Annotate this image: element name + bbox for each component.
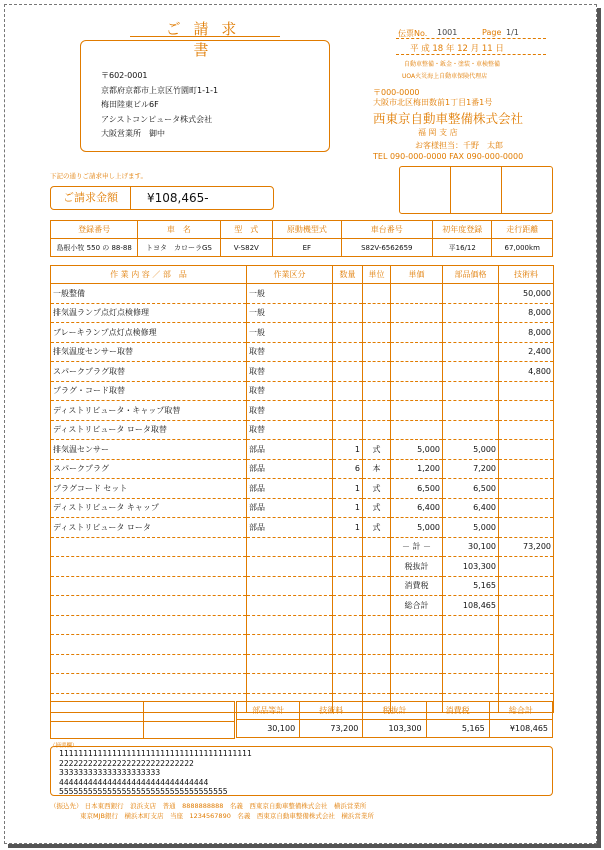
stamp-boxes (399, 166, 553, 214)
items-header-cell: 部品価格 (443, 266, 499, 284)
memo-line: 1111111111111111111111111111111111111111 (59, 749, 252, 758)
item-cell (499, 479, 554, 499)
table-row (51, 479, 554, 499)
item-cell (333, 303, 363, 323)
memo-label: （摘要欄） (50, 743, 78, 749)
invoice-title: ご 請 求 書 (165, 20, 241, 59)
item-cell (391, 635, 443, 655)
items-table (50, 265, 554, 713)
item-cell: 取替 (247, 401, 333, 421)
item-cell: ディストリビュータ ロータ取替 (51, 420, 247, 440)
item-cell (333, 576, 363, 596)
item-cell (443, 342, 499, 362)
summary-value-cell: 5,165 (426, 720, 489, 738)
item-cell: 5,000 (443, 518, 499, 538)
item-cell (499, 440, 554, 460)
item-cell: ディストリビュータ キャップ (51, 498, 247, 518)
item-cell (363, 303, 391, 323)
item-cell (363, 401, 391, 421)
summary-value-cell: 103,300 (363, 720, 426, 738)
bank-line-1 (50, 801, 366, 810)
item-cell (499, 654, 554, 674)
slip-no-label: 伝票No. (398, 29, 428, 38)
item-cell: 本 (363, 459, 391, 479)
vehicle-header-cell: 走行距離 (492, 221, 553, 239)
table-row (51, 635, 554, 655)
item-cell: スパークプラグ (51, 459, 247, 479)
item-cell: 4,800 (499, 362, 554, 382)
header-divider-1 (396, 38, 546, 39)
summary-value-cell: 30,100 (237, 720, 300, 738)
summary-header-row (237, 702, 553, 720)
summary-header-cell: 総合計 (489, 702, 552, 720)
business-line-1: 自動車整備・鈑金・塗装・車検整備 (404, 61, 501, 68)
item-cell (363, 362, 391, 382)
table-row (51, 498, 554, 518)
vehicle-value-cell: 67,000km (492, 239, 553, 257)
item-cell: 取替 (247, 381, 333, 401)
item-cell: 1,200 (391, 459, 443, 479)
customer-address-box (80, 40, 330, 152)
item-cell (333, 362, 363, 382)
table-row (51, 518, 554, 538)
item-cell: 1 (333, 518, 363, 538)
item-cell (443, 420, 499, 440)
item-cell: 部品 (247, 440, 333, 460)
summary-table (236, 701, 553, 738)
vehicle-value-cell: EF (273, 239, 342, 257)
item-cell: 取替 (247, 342, 333, 362)
item-cell: 5,000 (391, 518, 443, 538)
item-cell (443, 284, 499, 304)
summary-header-cell: 部品等計 (237, 702, 300, 720)
table-row (51, 557, 554, 577)
item-cell (443, 615, 499, 635)
item-cell: 部品 (247, 518, 333, 538)
item-cell (499, 674, 554, 694)
item-cell: 103,300 (443, 557, 499, 577)
table-row (51, 654, 554, 674)
item-cell: 1 (333, 440, 363, 460)
company-address: 大阪市北区梅田数前1丁目1番1号 (373, 98, 493, 107)
item-cell: 1 (333, 479, 363, 499)
items-header-cell: 作 業 内 容 ／ 部 品 (51, 266, 247, 284)
table-row (51, 420, 554, 440)
items-header-row (51, 266, 554, 284)
item-cell: － 計 － (391, 537, 443, 557)
item-cell (499, 459, 554, 479)
table-row (51, 342, 554, 362)
summary-header-cell: 技術料 (300, 702, 363, 720)
item-cell (499, 635, 554, 655)
memo-line: 55555555555555555555555555555555555 (59, 787, 228, 796)
table-row (51, 284, 554, 304)
item-cell: 5,000 (443, 440, 499, 460)
stamp-box-1 (400, 167, 451, 213)
item-cell (51, 557, 247, 577)
total-amount-label: ご請求金額 (51, 187, 131, 209)
page-number: 1/1 (506, 28, 519, 37)
vehicle-value-row (51, 239, 553, 257)
customer-postal: 〒602-0001 (101, 71, 148, 80)
item-cell: プラグ・コード取替 (51, 381, 247, 401)
item-cell (333, 635, 363, 655)
item-cell (499, 498, 554, 518)
table-row (51, 596, 554, 616)
item-cell (363, 654, 391, 674)
table-row (51, 381, 554, 401)
item-cell (51, 576, 247, 596)
item-cell (443, 401, 499, 421)
slip-no: 1001 (437, 28, 458, 37)
vehicle-header-cell: 車台番号 (341, 221, 432, 239)
item-cell: 取替 (247, 420, 333, 440)
item-cell: 108,465 (443, 596, 499, 616)
memo-line: 333333333333333333333 (59, 768, 161, 777)
item-cell: 6,500 (391, 479, 443, 499)
table-row (51, 615, 554, 635)
table-row (51, 440, 554, 460)
vehicle-table (50, 220, 553, 257)
item-cell: 6,400 (391, 498, 443, 518)
item-cell (391, 303, 443, 323)
item-cell (51, 654, 247, 674)
item-cell (363, 381, 391, 401)
item-cell: 6,400 (443, 498, 499, 518)
item-cell: 式 (363, 498, 391, 518)
summary-header-cell: 税抜計 (363, 702, 426, 720)
vehicle-header-row (51, 221, 553, 239)
vehicle-header-cell: 型 式 (220, 221, 273, 239)
memo-line: 4444444444444444444444444444444 (59, 777, 209, 787)
summary-value-row (237, 720, 553, 738)
item-cell: 73,200 (499, 537, 554, 557)
item-cell: 税抜計 (391, 557, 443, 577)
item-cell: 排気温センサー (51, 440, 247, 460)
item-cell: 式 (363, 518, 391, 538)
vehicle-value-cell: 平16/12 (433, 239, 492, 257)
item-cell (443, 381, 499, 401)
item-cell (391, 420, 443, 440)
item-cell (443, 674, 499, 694)
item-cell: 排気温度センサー取替 (51, 342, 247, 362)
table-row (51, 323, 554, 343)
item-cell: 一般整備 (51, 284, 247, 304)
summary-value-cell: ¥108,465 (489, 720, 552, 738)
item-cell (51, 537, 247, 557)
table-row (51, 537, 554, 557)
item-cell (391, 362, 443, 382)
item-cell (499, 518, 554, 538)
table-row (51, 674, 554, 694)
item-cell: プラグコード セット (51, 479, 247, 499)
memo-line: 2222222222222222222222222222 (59, 758, 194, 768)
customer-address: 京都府京都市上京区竹園町1-1-1 (101, 85, 219, 95)
item-cell (247, 635, 333, 655)
item-cell (363, 635, 391, 655)
item-cell (499, 557, 554, 577)
item-cell: 1 (333, 498, 363, 518)
item-cell (363, 615, 391, 635)
table-row (51, 576, 554, 596)
item-cell: ディストリビュータ ロータ (51, 518, 247, 538)
vehicle-value-cell: トヨタ カローラGS (138, 239, 220, 257)
total-amount-value: ¥108,465- (147, 191, 209, 205)
title-underline (130, 36, 280, 37)
page-label: Page (482, 28, 502, 37)
invoice-note: 下記の通りご請求申し上げます。 (50, 172, 147, 180)
item-cell (333, 342, 363, 362)
item-cell (51, 674, 247, 694)
item-cell (363, 323, 391, 343)
items-header-cell: 数量 (333, 266, 363, 284)
item-cell (333, 381, 363, 401)
item-cell (391, 401, 443, 421)
item-cell (391, 323, 443, 343)
item-cell: 式 (363, 440, 391, 460)
item-cell: 7,200 (443, 459, 499, 479)
item-cell (333, 401, 363, 421)
table-row (51, 362, 554, 382)
customer-building: 梅田陸東ビル6F (101, 100, 159, 109)
item-cell (333, 654, 363, 674)
company-staff: お客様担当：千野 太郎 (415, 141, 503, 150)
item-cell (247, 576, 333, 596)
item-cell (391, 654, 443, 674)
vehicle-value-cell: 島根小牧 550 の 88-88 (51, 239, 138, 257)
item-cell (333, 596, 363, 616)
company-name: 西東京自動車整備株式会社 (373, 111, 524, 126)
bank-label: （振込先） (50, 802, 83, 810)
item-cell: 5,000 (391, 440, 443, 460)
item-cell (443, 303, 499, 323)
item-cell: 消費税 (391, 576, 443, 596)
item-cell (499, 615, 554, 635)
item-cell: 8,000 (499, 323, 554, 343)
item-cell (363, 674, 391, 694)
item-cell: スパークプラグ取替 (51, 362, 247, 382)
sheet-shadow-bottom (8, 844, 601, 848)
table-row (51, 459, 554, 479)
invoice-date: 平 成 18 年 12 月 11 日 (410, 44, 504, 54)
item-cell: ディストリビュータ・キャップ取替 (51, 401, 247, 421)
company-postal: 〒000-0000 (373, 88, 420, 97)
item-cell (391, 674, 443, 694)
bank-account-2: 東京MJB銀行 横浜本町支店 当座 1234567890 名義 西東京自動車整備株式会社 横浜営業所 (80, 812, 374, 820)
item-cell (363, 420, 391, 440)
table-row (51, 303, 554, 323)
vehicle-value-cell: S82V-6562659 (341, 239, 432, 257)
items-header-cell: 技術料 (499, 266, 554, 284)
item-cell (247, 654, 333, 674)
items-header-cell: 作業区分 (247, 266, 333, 284)
items-header-cell: 単価 (391, 266, 443, 284)
item-cell (391, 381, 443, 401)
bank-account-1: 日本東西銀行 浪浜支店 普通 8888888888 名義 西東京自動車整備株式会社 横浜営業所 (84, 802, 367, 810)
item-cell (247, 537, 333, 557)
items-header-cell: 単位 (363, 266, 391, 284)
item-cell (363, 537, 391, 557)
item-cell (247, 615, 333, 635)
summary-header-cell: 消費税 (426, 702, 489, 720)
vehicle-header-cell: 登録番号 (51, 221, 138, 239)
company-branch: 福 岡 支 店 (418, 128, 458, 137)
item-cell (247, 596, 333, 616)
item-cell (363, 284, 391, 304)
item-cell (443, 323, 499, 343)
item-cell (333, 557, 363, 577)
item-cell (443, 654, 499, 674)
item-cell (51, 615, 247, 635)
item-cell (333, 674, 363, 694)
business-line-2: UOA火災海上自動車保険代理店 (402, 73, 488, 80)
customer-company: アシストコンピュータ株式会社 (101, 114, 213, 124)
item-cell (391, 342, 443, 362)
item-cell: 6 (333, 459, 363, 479)
summary-value-cell: 73,200 (300, 720, 363, 738)
item-cell (51, 635, 247, 655)
item-cell (333, 537, 363, 557)
item-cell (443, 362, 499, 382)
item-cell: 一般 (247, 284, 333, 304)
item-cell (247, 557, 333, 577)
item-cell (499, 420, 554, 440)
item-cell (247, 674, 333, 694)
memo-box (50, 746, 553, 796)
item-cell: 8,000 (499, 303, 554, 323)
item-cell (499, 381, 554, 401)
item-cell (499, 576, 554, 596)
vehicle-header-cell: 車 名 (138, 221, 220, 239)
summary-left-vline (143, 702, 144, 738)
item-cell (363, 596, 391, 616)
item-cell (51, 596, 247, 616)
stamp-box-3 (502, 167, 552, 213)
sheet-shadow-right (597, 8, 601, 848)
vehicle-header-cell: 原動機型式 (273, 221, 342, 239)
item-cell (333, 615, 363, 635)
item-cell (363, 576, 391, 596)
item-cell (391, 615, 443, 635)
table-row (51, 401, 554, 421)
item-cell (363, 342, 391, 362)
vehicle-value-cell: V-S82V (220, 239, 273, 257)
company-tel-fax: TEL 090-000-0000 FAX 090-000-0000 (373, 152, 524, 161)
customer-office: 大阪営業所 御中 (101, 129, 165, 138)
item-cell: 排気温ランプ点灯点検修理 (51, 303, 247, 323)
summary-left-box (50, 701, 235, 739)
item-cell (443, 635, 499, 655)
total-amount-box (50, 186, 274, 210)
item-cell: 一般 (247, 303, 333, 323)
item-cell: 総合計 (391, 596, 443, 616)
item-cell: 30,100 (443, 537, 499, 557)
item-cell: ブレーキランプ点灯点検修理 (51, 323, 247, 343)
item-cell: 一般 (247, 323, 333, 343)
item-cell: 6,500 (443, 479, 499, 499)
item-cell (499, 596, 554, 616)
item-cell (333, 420, 363, 440)
item-cell (333, 284, 363, 304)
item-cell (499, 401, 554, 421)
item-cell: 50,000 (499, 284, 554, 304)
header-divider-2 (396, 54, 546, 55)
item-cell: 部品 (247, 498, 333, 518)
item-cell (363, 557, 391, 577)
item-cell (391, 284, 443, 304)
item-cell: 5,165 (443, 576, 499, 596)
vehicle-header-cell: 初年度登録 (433, 221, 492, 239)
item-cell: 部品 (247, 459, 333, 479)
item-cell: 部品 (247, 479, 333, 499)
item-cell (333, 323, 363, 343)
item-cell: 式 (363, 479, 391, 499)
item-cell: 2,400 (499, 342, 554, 362)
stamp-box-2 (451, 167, 502, 213)
item-cell: 取替 (247, 362, 333, 382)
